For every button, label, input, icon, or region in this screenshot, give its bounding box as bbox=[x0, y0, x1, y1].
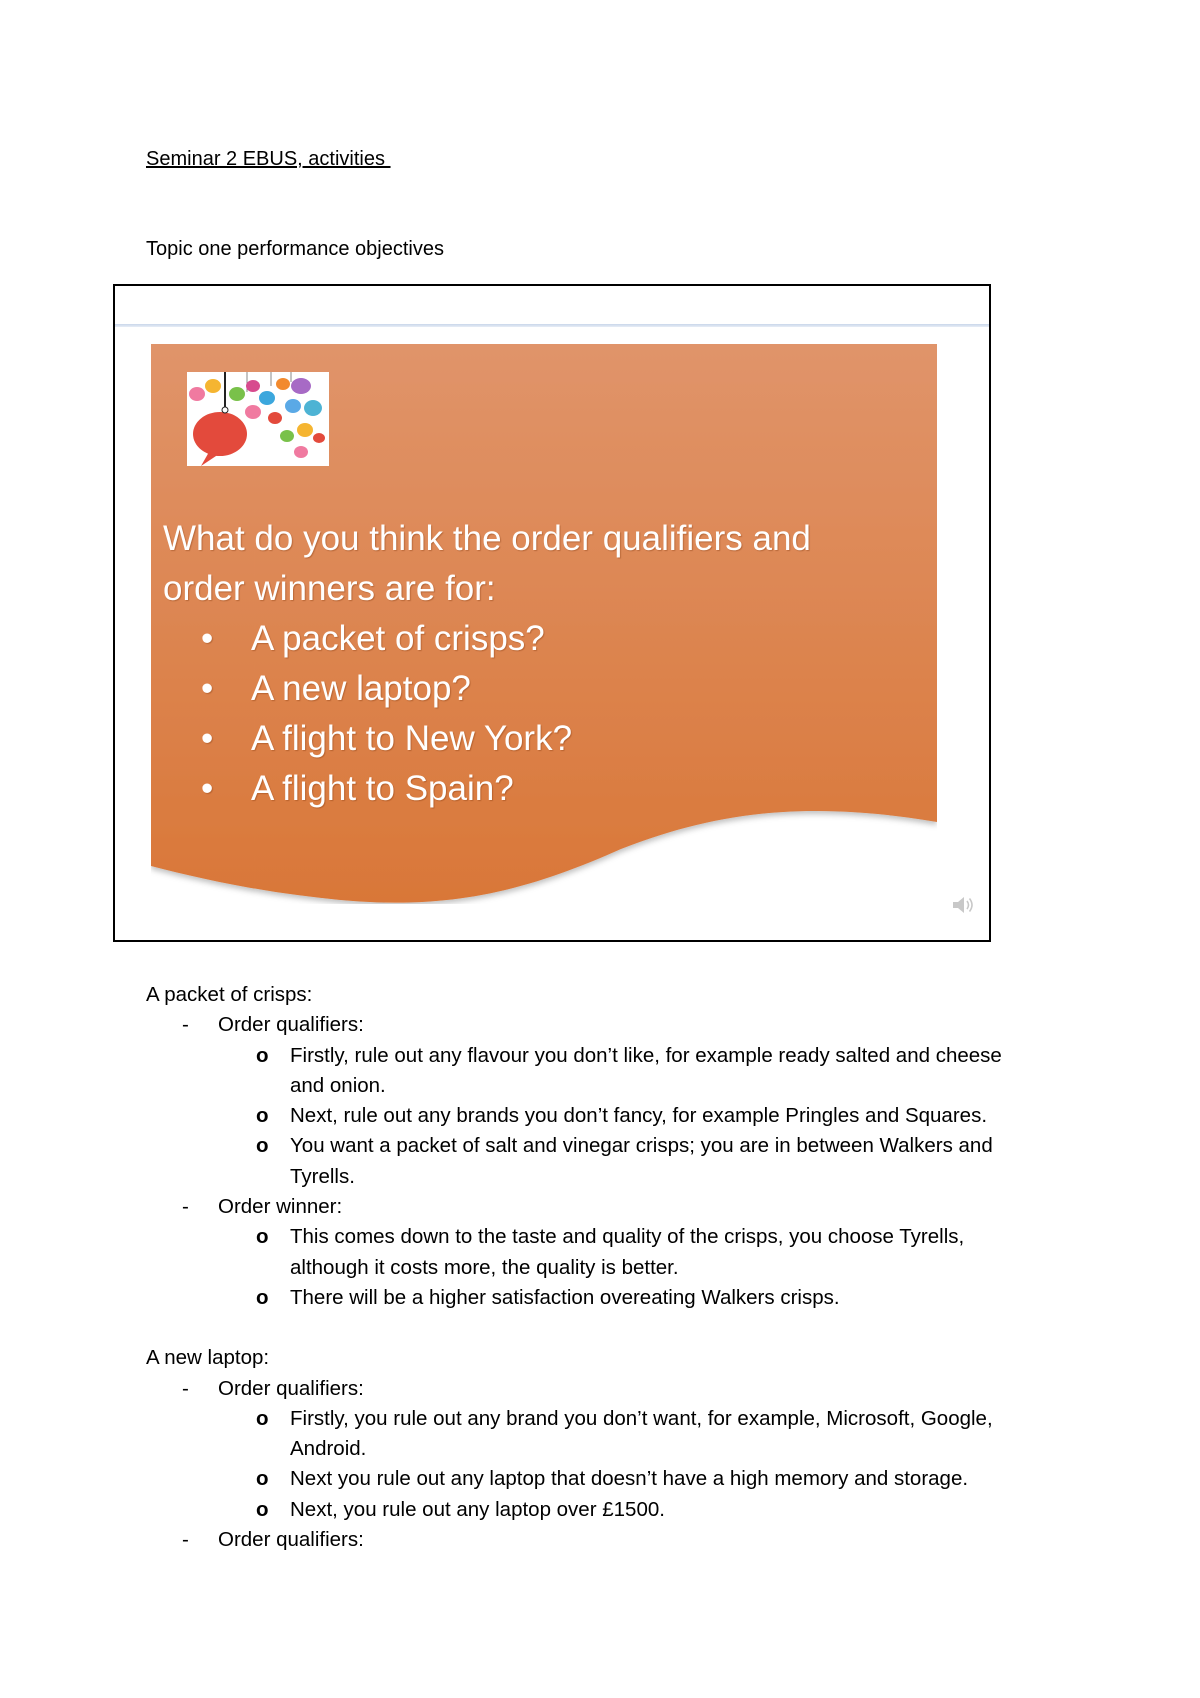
list-item bbox=[146, 1222, 1076, 1283]
speech-bubbles-image bbox=[187, 372, 329, 466]
circle-bullet: o bbox=[256, 1134, 269, 1158]
circle-bullet: o bbox=[256, 1285, 269, 1309]
list-label: Order qualifiers: bbox=[218, 1376, 364, 1400]
list-label: Order qualifiers: bbox=[218, 1528, 364, 1552]
circle-bullet: o bbox=[256, 1406, 269, 1430]
crisps-heading: A packet of crisps: bbox=[146, 983, 313, 1006]
list-item-text: Next, you rule out any laptop over £1500. bbox=[290, 1497, 665, 1521]
slide-bullet-item bbox=[201, 764, 903, 814]
bullet-icon: • bbox=[201, 719, 214, 758]
circle-bullet: o bbox=[256, 1043, 269, 1067]
bullet-icon: • bbox=[201, 619, 214, 658]
slide-bullet-item bbox=[201, 714, 903, 764]
circle-bullet: o bbox=[256, 1104, 269, 1128]
crisps-winner-label bbox=[146, 1192, 1076, 1222]
list-label: Order winner: bbox=[218, 1195, 343, 1219]
bullet-icon: • bbox=[201, 669, 214, 708]
slide-bullet-item bbox=[201, 614, 903, 664]
list-item-text: There will be a higher satisfaction overeating Walkers crisps. bbox=[290, 1285, 840, 1309]
list-item bbox=[146, 1041, 1076, 1102]
laptop-qualifiers-label bbox=[146, 1374, 1076, 1404]
speaker-icon bbox=[951, 894, 977, 916]
circle-bullet: o bbox=[256, 1497, 269, 1521]
slide-screenshot bbox=[113, 284, 991, 942]
list-item bbox=[146, 1101, 1076, 1131]
laptop-second-label bbox=[146, 1525, 1076, 1555]
list-item bbox=[146, 1283, 1076, 1313]
section-title: Topic one performance objectives bbox=[146, 238, 444, 260]
circle-bullet: o bbox=[256, 1467, 269, 1491]
list-item bbox=[146, 1464, 1076, 1494]
slide-bullet-text: A packet of crisps? bbox=[251, 619, 545, 658]
laptop-heading: A new laptop: bbox=[146, 1346, 270, 1370]
slide-bullet-text: A new laptop? bbox=[251, 669, 471, 708]
list-item-text: Next, rule out any brands you don’t fancy, for example Pringles and Squares. bbox=[290, 1104, 988, 1128]
dash-bullet: - bbox=[182, 1528, 189, 1552]
document-title: Seminar 2 EBUS, activities bbox=[146, 148, 391, 170]
paragraph-gap bbox=[146, 1313, 1076, 1343]
bullet-icon: • bbox=[201, 769, 214, 808]
list-item bbox=[146, 1495, 1076, 1525]
circle-bullet: o bbox=[256, 1225, 269, 1249]
list-item bbox=[146, 1131, 1076, 1192]
slide-text-block bbox=[163, 514, 903, 814]
slide-question-line-1: What do you think the order qualifiers and bbox=[163, 519, 811, 558]
slide-top-rule bbox=[115, 324, 989, 327]
list-item-text: Next you rule out any laptop that doesn’t have a high memory and storage. bbox=[290, 1467, 969, 1491]
slide-bullet-item bbox=[201, 664, 903, 714]
slide-bullet-text: A flight to Spain? bbox=[251, 769, 514, 808]
slide-bullet-text: A flight to New York? bbox=[251, 719, 573, 758]
list-item-text: Firstly, rule out any flavour you don’t like, for example ready salted and cheese and onion. bbox=[290, 1043, 1002, 1097]
list-label: Order qualifiers: bbox=[218, 1013, 364, 1037]
slide-bullet-list bbox=[163, 614, 903, 814]
crisps-qualifiers-label bbox=[146, 1010, 1076, 1040]
dash-bullet: - bbox=[182, 1376, 189, 1400]
notes-body bbox=[146, 980, 1076, 1555]
list-item bbox=[146, 1404, 1076, 1465]
slide-question-line-2: order winners are for: bbox=[163, 569, 496, 608]
list-item-text: Firstly, you rule out any brand you don’t want, for example, Microsoft, Google, Android. bbox=[290, 1406, 993, 1461]
dash-bullet: - bbox=[182, 1013, 189, 1037]
list-item-text: You want a packet of salt and vinegar crisps; you are in between Walkers and Tyrells. bbox=[290, 1134, 993, 1188]
dash-bullet: - bbox=[182, 1195, 189, 1219]
list-item-text: This comes down to the taste and quality of the crisps, you choose Tyrells, although it costs more, the quality is better. bbox=[290, 1225, 965, 1279]
